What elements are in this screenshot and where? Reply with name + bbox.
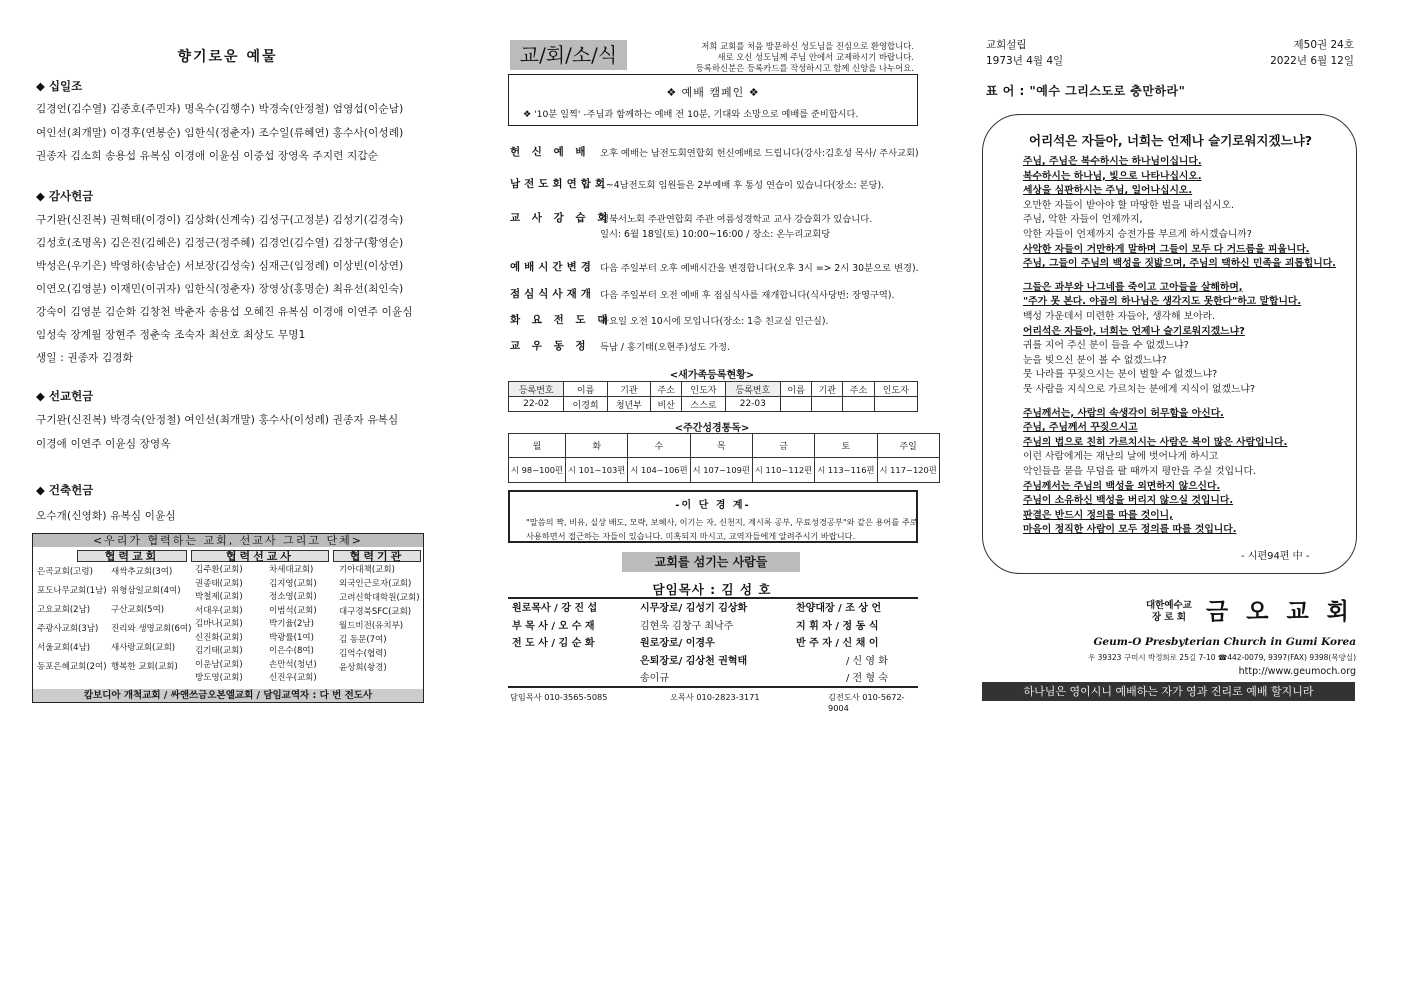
psalm-line: 마음이 정직한 사람이 모두 정의를 따를 것입니다. <box>1023 524 1237 536</box>
welcome-text <box>636 41 914 74</box>
heresy-line: 사용하면서 접근하는 자들이 있습니다. 미혹되지 마시고, 교역자들에게 알려주시기 바랍니다. <box>526 531 856 541</box>
phone-senior-pastor: 담임목사 010-3565-5085 <box>510 692 608 702</box>
volume-number: 제50권 24호 <box>1293 39 1354 51</box>
new-family-header-cell: 이름 <box>781 382 812 397</box>
notice-label: 점심식사재개 <box>510 288 595 300</box>
coop-missionary: 김기태(교회) <box>195 646 243 656</box>
new-family-cell: 스스로 <box>682 397 725 412</box>
psalm-line: 주님께서는, 사람의 속생각이 허무함을 아신다. <box>1023 407 1224 419</box>
bible-day-cell: 목 <box>690 434 752 458</box>
coop-church: 고요교회(2남) <box>37 605 91 615</box>
new-family-header-cell: 기관 <box>812 382 843 397</box>
new-family-header-cell: 이름 <box>564 382 607 397</box>
notice-label: 헌 신 예 배 <box>510 146 590 158</box>
new-family-cell: 청년부 <box>607 397 650 412</box>
coop-agency: 외국인근로자(교회) <box>339 579 412 589</box>
coop-church: 위형삼일교회(4여) <box>111 586 181 596</box>
new-family-header-cell: 기관 <box>607 382 650 397</box>
notice-text: 오후 예배는 남전도회연합회 헌신예배로 드립니다(강사:김호성 목사/ 주사교회) <box>600 148 919 159</box>
staff-entry: 부 목 사 / 오 수 재 <box>512 620 595 632</box>
staff-entry: 원로목사 / 강 진 섭 <box>512 603 598 614</box>
coop-agency: 김 동문(7여) <box>339 635 387 645</box>
coop-missionary: 박광률(1여) <box>269 632 314 643</box>
coop-missionary: 서대우(교회) <box>195 605 243 616</box>
notice-text: 다음 주일부터 오후 예배시간을 변경합니다(오후 3시 => 2시 30분으로 변경). <box>600 263 919 274</box>
campaign-title: ❖ 예배 캠페인 ❖ <box>666 86 760 99</box>
staff-entry: 반 주 자 / 신 채 이 <box>796 638 879 649</box>
coop-church: 동포은혜교회(2여) <box>37 662 107 672</box>
psalm-line: 주님, 주님께서 꾸짖으시고 <box>1023 422 1138 434</box>
psalm-line: 복수하시는 하나님, 빛으로 나타나십시오. <box>1023 170 1202 182</box>
new-family-header-cell: 등록번호 <box>509 382 564 397</box>
offering-donor-line: 여인선(최개말) 이경후(연봉순) 임한식(정춘자) 조수일(류혜연) 홍수사(이성례) <box>36 127 404 139</box>
staff-entry: / 전 형 숙 <box>846 673 888 684</box>
denomination <box>1146 600 1192 624</box>
psalm-box <box>982 114 1357 574</box>
coop-church: 새사랑교회(교회) <box>111 643 176 653</box>
bible-day-cell: 토 <box>815 434 877 458</box>
staff-entry: / 신 영 화 <box>846 655 888 667</box>
denomination-line: 대한예수교 <box>1146 600 1192 611</box>
website-link[interactable]: http://www.geumoch.org <box>1238 666 1356 677</box>
coop-agency: 김억수(협력) <box>339 649 387 659</box>
psalm-line: 주님이 소유하신 백성을 버리지 않으실 것입니다. <box>1023 495 1234 507</box>
offering-donor-line: 강숙이 김영분 김순화 김창천 박춘자 송용섭 오혜진 유복심 이경애 이연주 이윤심 <box>36 306 413 318</box>
coop-agencies-header: 협력기관 <box>333 550 421 562</box>
coop-missionary: 이범석(교회) <box>269 605 317 616</box>
offerings-column <box>30 0 425 992</box>
psalm-line: 뭇 사람을 지식으로 가르치는 분에게 지식이 없겠느냐? <box>1023 384 1256 395</box>
new-family-cell <box>843 397 874 412</box>
established-label: 교회설립 <box>986 39 1027 51</box>
notice-label: 교 사 강 습 회 <box>510 212 612 224</box>
psalm-line: 판결은 반드시 정의를 따를 것이니, <box>1023 509 1173 521</box>
campaign-box <box>508 74 918 126</box>
bible-day-cell: 월 <box>509 434 566 458</box>
coop-missionary: 이은수(8여) <box>269 646 314 656</box>
coop-church: 포도나무교회(1남) <box>37 586 107 596</box>
notice-label: 남전도회연합회 <box>510 178 610 190</box>
coop-missionary: 방도영(교회) <box>195 673 243 683</box>
bible-range-cell: 시 113~116편 <box>815 458 877 483</box>
heresy-title: -이 단 경 계- <box>675 500 751 511</box>
staff-entry: 은퇴장로/ 김상천 권혁태 <box>640 655 748 667</box>
bible-range-cell: 시 104~106편 <box>628 458 690 483</box>
psalm-line: 오만한 자들이 받아야 할 마땅한 벌을 내리십시오. <box>1023 199 1235 211</box>
psalm-line: 이런 사람에게는 재난의 날에 벗어나게 하시고 <box>1023 451 1219 463</box>
welcome-line: 저희 교회를 처음 방문하신 성도님을 진심으로 환영합니다. <box>701 41 914 51</box>
servants-title: 교회를 섬기는 사람들 <box>622 552 800 572</box>
heresy-line: "말씀의 짝, 비유, 실상 배도, 모략, 보혜사, 이기는 자, 신천지, 계시록 공부, 무료성경공부"와 같은 용어를 주로 <box>526 517 918 527</box>
church-name: 금 오 교 회 <box>1206 598 1354 625</box>
psalm-line: 백성 가운데서 미련한 자들아, 생각해 보아라. <box>1023 311 1216 322</box>
new-family-header-cell: 인도자 <box>874 382 917 397</box>
coop-church: 새싹추교회(3여) <box>111 567 173 577</box>
psalm-line: 귀를 지어 주신 분이 들을 수 없겠느냐? <box>1023 340 1189 352</box>
coop-missionary: 이운남(교회) <box>195 659 243 670</box>
coop-agency: 기아대책(교회) <box>339 565 395 575</box>
new-family-header-cell: 등록번호 <box>725 382 780 397</box>
psalm-line: 뭇 나라를 꾸짖으시는 분이 벌할 수 없겠느냐? <box>1023 369 1218 381</box>
notice-label: 화 요 전 도 대 <box>510 314 612 326</box>
welcome-line: 등록하신분은 등록카드를 작성하시고 함께 신앙을 나누어요. <box>695 63 914 73</box>
coop-missionary: 신진우(교회) <box>269 673 317 683</box>
bible-range-cell: 시 110~112편 <box>752 458 814 483</box>
coop-agency: 월드비전(유치부) <box>339 621 404 631</box>
bible-range-cell: 시 101~103편 <box>566 458 628 483</box>
psalm-line: 눈을 빚으신 분이 볼 수 없겠느냐? <box>1023 354 1167 366</box>
offering-donor-line: 임성숙 장계월 장현주 정춘숙 조숙자 최선호 최상도 무명1 <box>36 329 306 341</box>
staff-entry: 전 도 사 / 김 순 화 <box>512 638 595 649</box>
coop-church: 은곡교회(고령) <box>37 567 93 577</box>
new-family-cell <box>812 397 843 412</box>
offering-donor-line: 이연오(김영분) 이재민(이귀자) 임한식(정춘자) 장영상(홍명순) 최유선(최인숙) <box>36 283 404 295</box>
coop-church: 구산교회(5여) <box>111 605 165 615</box>
staff-entry: 원로장로/ 이경우 <box>640 638 715 649</box>
offering-donor-line: 박성은(우기은) 박영하(송남순) 서보장(김성숙) 심재근(임정례) 이상빈(이상연) <box>36 260 404 272</box>
new-family-cell <box>874 397 917 412</box>
psalm-line: 주님의 법으로 친히 가르치시는 사람은 복이 많은 사람입니다. <box>1023 436 1288 448</box>
psalm-line: 주님, 주님은 복수하시는 하나님이십니다. <box>1023 156 1202 167</box>
psalm-line: 어리석은 자들아, 너희는 언제나 슬기로워지겠느냐? <box>1023 325 1245 337</box>
heresy-warning-box <box>508 490 918 543</box>
new-family-cell: 비산 <box>651 397 682 412</box>
new-family-cell: 이경희 <box>564 397 607 412</box>
staff-entry: 송이규 <box>640 673 669 684</box>
coop-missionary: 권종태(교회) <box>195 578 243 589</box>
denomination-line: 장 로 회 <box>1151 612 1187 623</box>
new-family-cell: 22-02 <box>509 397 564 412</box>
new-family-cell <box>781 397 812 412</box>
bible-range-cell: 시 98~100편 <box>509 458 566 483</box>
coop-missionary: 김주환(교회) <box>195 565 243 575</box>
coop-missionary: 김바나(교회) <box>195 619 243 629</box>
coop-missionary: 박기율(2남) <box>269 619 314 629</box>
coop-missionary: 손만석(청년) <box>269 659 317 670</box>
welcome-line: 새로 오신 성도님께 주님 안에서 교제하시기 바랍니다. <box>717 52 914 62</box>
coop-agency: 대구경북SFC(교회) <box>339 607 412 617</box>
coop-missionary: 박철제(교회) <box>195 592 243 602</box>
offering-section-heading: ◆ 십일조 <box>36 79 83 93</box>
psalm-line: 사악한 자들이 거만하게 말하며 그들이 모두 다 거드름을 피웁니다. <box>1023 243 1310 255</box>
psalm-reference: - 시편94편 中 - <box>1241 551 1310 562</box>
address: 우 39323 구미시 박정희로 25길 7-10 ☎442-0079, 9397(FAX) 9398(목양실) <box>1087 653 1356 662</box>
coop-missionaries-header: 협력선교사 <box>191 550 329 562</box>
coop-missionary: 김지영(교회) <box>269 578 317 589</box>
new-family-cell: 22-03 <box>725 397 780 412</box>
phone-evangelist: 김전도사 010-5672-9004 <box>828 692 905 713</box>
bible-reading-table <box>508 433 940 483</box>
notice-text: 화요일 오전 10시에 모입니다(장소: 1층 친교실 인근실). <box>600 316 829 327</box>
psalm-line: 주님, 그들이 주님의 백성을 짓밟으며, 주님의 택하신 민족을 괴롭힙니다. <box>1023 258 1336 270</box>
new-family-header-cell: 주소 <box>651 382 682 397</box>
coop-church: 진리와 생명교회(6여) <box>111 624 192 634</box>
bible-range-cell: 시 117~120편 <box>877 458 939 483</box>
senior-pastor: 담임목사 : 김 성 호 <box>652 582 772 597</box>
notice-text: 일시: 6월 18일(토) 10:00~16:00 / 장소: 온누리교회당 <box>600 229 831 240</box>
new-family-table <box>508 381 918 412</box>
campaign-text: ❖ '10분 일찍' -주님과 함께하는 예배 전 10분, 기대와 소망으로 예배를 준비합시다. <box>523 109 859 120</box>
church-news-column <box>506 0 937 992</box>
coop-agency: 윤상희(솽경) <box>339 663 387 673</box>
new-family-header-cell: 주소 <box>843 382 874 397</box>
notice-text: 경북서노회 주관연합회 주관 여름성경학교 교사 강습회가 있습니다. <box>600 214 873 225</box>
motto: 표 어 : "예수 그리스도로 충만하라" <box>986 84 1186 98</box>
notice-text: 득남 / 홍기태(오현주)성도 가정. <box>600 342 730 353</box>
coop-missionary: 신진화(교회) <box>195 632 243 643</box>
heresy-text <box>510 515 916 543</box>
psalm-line: 세상을 심판하시는 주님, 일어나십시오. <box>1023 185 1193 197</box>
psalm-line: 악인들을 묻을 무덤을 팔 때까지 평안을 주실 것입니다. <box>1023 466 1257 477</box>
established-date: 1973년 4월 4일 <box>986 55 1064 67</box>
coop-missionary: 차세대교회) <box>269 565 314 575</box>
offering-donor-line: 구기완(신진복) 박경숙(안정철) 여인선(최개말) 홍수사(이성례) 권종자 유복심 <box>36 414 399 426</box>
offering-donor-line: 권종자 김소희 송용섭 유복심 이경애 이윤심 이중섭 장영옥 주지련 지갑순 <box>36 150 379 162</box>
psalm-line: 악한 자들이 언제까지 승전가를 부르게 하시겠습니까? <box>1023 229 1252 240</box>
notice-label: 예배시간변경 <box>510 261 595 273</box>
staff-entry: 김현욱 김창구 최낙주 <box>640 620 734 632</box>
new-family-title: <새가족등록현황> <box>669 370 755 381</box>
psalm-line: 주님, 악한 자들이 언제까지, <box>1023 214 1143 226</box>
notice-label: 교 우 동 정 <box>510 340 590 352</box>
psalm-line: "주가 못 본다. 야곱의 하나님은 생각지도 못한다"하고 말합니다. <box>1023 296 1302 308</box>
bible-range-cell: 시 107~109편 <box>690 458 752 483</box>
english-church-name: Geum-O Presbyterian Church in Gumi Korea <box>1093 636 1356 648</box>
offering-donor-line: 김경언(김수열) 김종호(주민자) 명옥수(김행수) 박경숙(안정철) 엄영섭(이순남) <box>36 103 404 115</box>
staff-entry: 찬양대장 / 조 상 언 <box>796 603 882 614</box>
coop-churches-header: 협력교회 <box>77 550 187 562</box>
bible-reading-title: <주간성경통독> <box>674 423 750 434</box>
news-title: 교/회/소/식 <box>510 40 627 70</box>
notice-text: 1~4남전도회 임원들은 2부예배 후 통성 연습이 있습니다(장소: 본당). <box>600 180 885 191</box>
cooperation-footer: 캄보디아 개척교회 / 싸앤쓰금오본엘교회 / 담임교역자 : 다 번 전도사 <box>33 689 423 702</box>
cooperation-box <box>32 533 424 703</box>
offering-section-heading: ◆ 감사헌금 <box>36 189 94 203</box>
cooperation-banner: <우리가 협력하는 교회, 선교사 그리고 단체> <box>33 534 423 547</box>
bible-day-cell: 주일 <box>877 434 939 458</box>
offerings-title: 향기로운 예물 <box>177 49 278 65</box>
coop-missionary: 정소영(교회) <box>269 592 317 602</box>
bible-day-cell: 화 <box>566 434 628 458</box>
offering-donor-line: 생일 : 권종자 김경화 <box>36 352 134 364</box>
psalm-line: 주님께서는 주님의 백성을 외면하지 않으신다. <box>1023 480 1221 492</box>
bulletin-date: 2022년 6월 12일 <box>1270 55 1354 67</box>
psalm-line: 그들은 과부와 나그네를 죽이고 고아들을 살해하며, <box>1023 281 1243 293</box>
staff-entry: 시무장로/ 김성기 김상화 <box>640 603 748 614</box>
coop-church: 행복한 교회(교회) <box>111 662 178 672</box>
cover-column <box>980 0 1360 992</box>
phone-associate-pastor: 오목사 010-2823-3171 <box>670 692 760 702</box>
notice-text: 다음 주일부터 오전 예배 후 점심식사를 재개합니다(식사당번: 장영구역). <box>600 290 895 301</box>
bible-day-cell: 금 <box>752 434 814 458</box>
coop-agency: 고려신학대학원(교회) <box>339 593 420 603</box>
psalm-title: 어리석은 자들아, 너희는 언제나 슬기로워지겠느냐? <box>1029 133 1312 148</box>
offering-section-heading: ◆ 선교헌금 <box>36 389 94 403</box>
offering-donor-line: 이경애 이연주 이윤심 장영옥 <box>36 438 171 450</box>
offering-donor-line: 구기완(신진복) 권혁태(이경이) 김상화(신계숙) 김성구(고정분) 김성기(김경숙) <box>36 214 404 226</box>
coop-church: 서울교회(4남) <box>37 643 91 653</box>
slogan-banner: 하나님은 영이시니 예배하는 자가 영과 진리로 예배 할지니라 <box>982 682 1355 701</box>
new-family-header-cell: 인도자 <box>682 382 725 397</box>
offering-section-heading: ◆ 건축헌금 <box>36 483 94 497</box>
coop-church: 주광사교회(3남) <box>37 624 99 634</box>
offering-donor-line: 오수개(신영화) 유복심 이윤심 <box>36 510 176 522</box>
offering-donor-line: 김성호(조명옥) 김은진(김혜은) 김정근(정주혜) 김경언(김수열) 김창구(황영순) <box>36 237 404 249</box>
bible-day-cell: 수 <box>628 434 690 458</box>
staff-entry: 지 휘 자 / 정 동 식 <box>796 620 879 632</box>
staff-list <box>508 597 918 688</box>
